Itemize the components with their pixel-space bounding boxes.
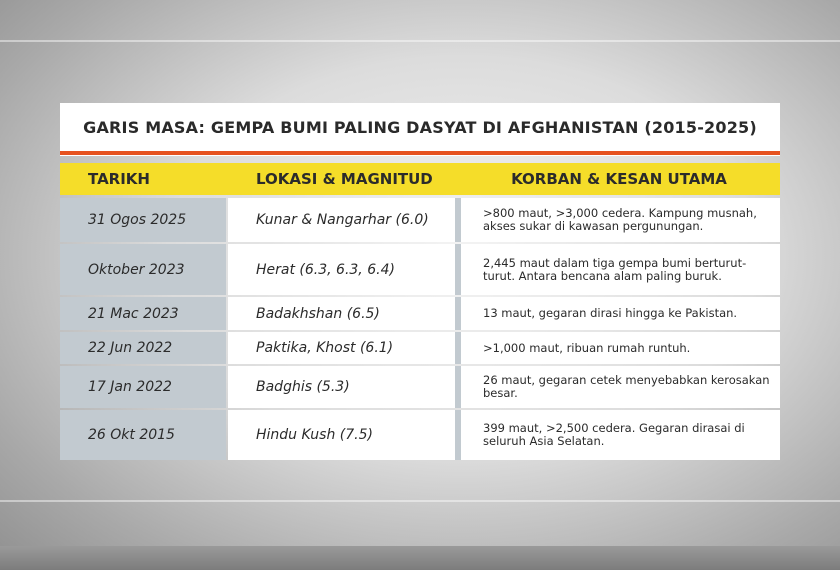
row-impact: >1,000 maut, ribuan rumah runtuh. [461, 332, 780, 364]
row-impact: 399 maut, >2,500 cedera. Gegaran dirasai di seluruh Asia Selatan. [461, 410, 780, 460]
row-location: Paktika, Khost (6.1) [228, 332, 455, 364]
row-impact: 13 maut, gegaran dirasi hingga ke Pakistan. [461, 297, 780, 330]
table-row [60, 198, 780, 242]
row-location: Herat (6.3, 6.3, 6.4) [228, 244, 455, 295]
row-location: Badakhshan (6.5) [228, 297, 455, 330]
table-row [60, 410, 780, 460]
table-row [60, 244, 780, 295]
timeline-table [60, 103, 780, 460]
table-row [60, 297, 780, 330]
table-title: GARIS MASA: GEMPA BUMI PALING DASYAT DI AFGHANISTAN (2015-2025) [60, 103, 780, 151]
row-location: Badghis (5.3) [228, 366, 455, 408]
title-accent-line [60, 151, 780, 156]
row-impact: >800 maut, >3,000 cedera. Kampung musnah, akses sukar di kawasan pergunungan. [461, 198, 780, 242]
bottom-band [0, 546, 840, 570]
row-date: 21 Mac 2023 [60, 297, 226, 330]
row-date: 31 Ogos 2025 [60, 198, 226, 242]
row-date: 22 Jun 2022 [60, 332, 226, 364]
row-date: 26 Okt 2015 [60, 410, 226, 460]
header-impact: KORBAN & KESAN UTAMA [458, 163, 780, 195]
background-streak [0, 500, 840, 502]
row-impact: 2,445 maut dalam tiga gempa bumi berturut-turut. Antara bencana alam paling buruk. [461, 244, 780, 295]
row-date: Oktober 2023 [60, 244, 226, 295]
header-date: TARIKH [60, 163, 228, 195]
row-location: Kunar & Nangarhar (6.0) [228, 198, 455, 242]
background-streak [0, 40, 840, 42]
table-row [60, 332, 780, 364]
row-location: Hindu Kush (7.5) [228, 410, 455, 460]
row-impact: 26 maut, gegaran cetek menyebabkan kerosakan besar. [461, 366, 780, 408]
header-location: LOKASI & MAGNITUD [228, 163, 458, 195]
table-row [60, 366, 780, 408]
row-date: 17 Jan 2022 [60, 366, 226, 408]
